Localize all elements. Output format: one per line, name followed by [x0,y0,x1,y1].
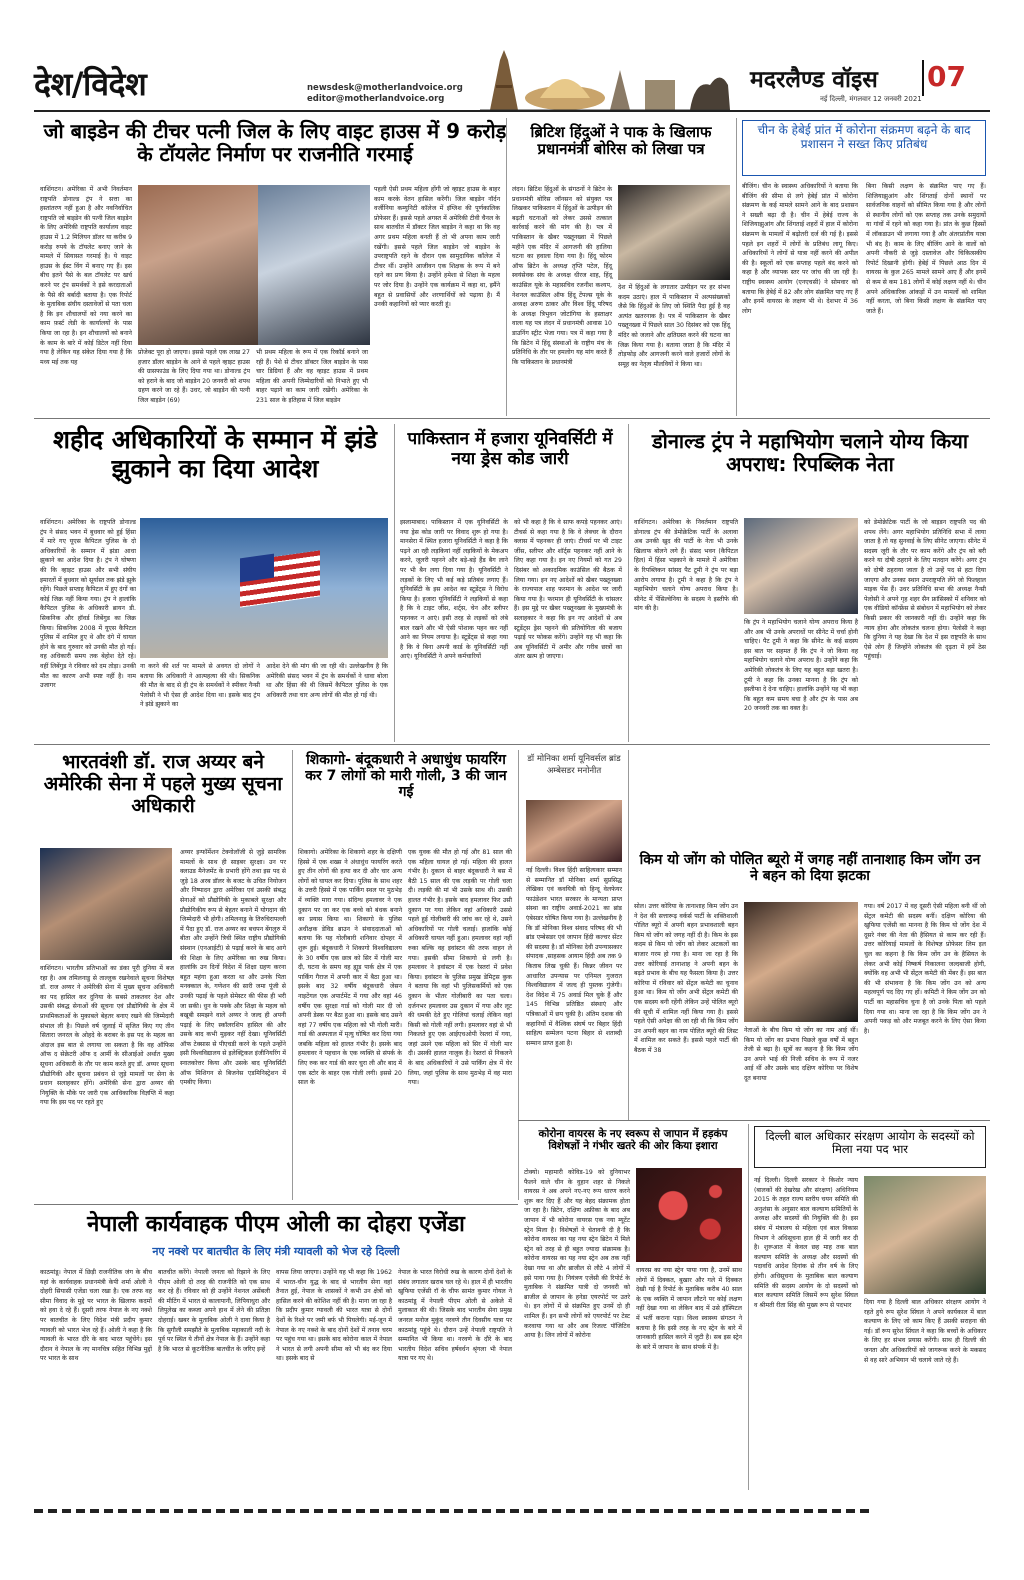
dash-segment [188,1509,197,1513]
dash-segment [48,1509,57,1513]
coronavirus-image [636,1168,742,1262]
dash-segment [216,1509,225,1513]
flag-half-mast-photo [140,518,388,658]
dash-segment [650,1509,659,1513]
dash-segment [34,1509,43,1513]
dash-segment [524,1509,533,1513]
dash-segment [692,1509,701,1513]
china-col2: बिना किसी लक्षण के संक्रमित पाए गए हैं। शिजियाझुआंग और शिंगताई दोनों स्थानों पर सार्वजनिक वाहनों को सीमित किया गया है और लोगों से स्थानीय लोगों को एक सप्ताह तक उनके समुदायों या गांवों में रहने को कहा गया है। प्रांत के कुछ हिस्सों में लॉकडाउन भी लगाया गया है और अंतरप्रांतीय यात्रा भी बंद है। काम के लिए बीजिंग आने के वालों को अपनी नौकरी से जुड़े दस्तावेज और चिकित्सकीय रिपोर्ट दिखानी होगी। हेबेई में पिछले आठ दिन में वायरस के कुल 265 मामले सामने आए हैं और इनमें से कम से कम 181 लोगों में कोई लक्षण नहीं थे। चीन अपने अधिकारिक आंकड़ों में उन मामलों को शामिल नहीं करता, जो बिना किसी लक्षण के संक्रमित पाए जाते हैं। [866,183,986,315]
chicago-col1: शिकागो। अमेरिका के शिकागो शहर के दक्षिणी हिस्से में एक शख्स ने अंधाधुंध फायरिंग करते हुए तीन लोगों की हत्या कर दी और चार अन्य लोगों को घायल कर दिया। पुलिस के साथ शहर के उत्तरी हिस्से में एक पार्किंग स्थल पर मुठभेड़ में व्यक्ति मारा गया। संदिग्ध हमलावर ने एक दुकान पर जा कर एक बच्चे को बंधक बनाने का प्रयास किया था। शिकागो के पुलिस अधीक्षक डेविड ब्राउन ने संवाददाताओं को बताया कि यह गोलीबारी शनिवार दोपहर में शुरू हुई। बंदूकधारी ने शिकागो विश्वविद्यालय के 30 वर्षीय एक छात्र को सिर में गोली मार दी, घटना के समय वह ह्यूड पार्क क्षेत्र में एक पार्किंग गैराज में अपनी कार में बैठा हुआ था। इसके बाद 32 वर्षीय बंदूकधारी जेसन नाइटेंगल एक अपार्टमेंट में गया और वहां 46 वर्षीय एक सुरक्षा गार्ड को गोली मार दी जो अपनी डेस्क पर बैठा हुआ था। इसके बाद उसने वहां 77 वर्षीय एक महिला को भी गोली मारी। गार्ड की अस्पताल में मृत्यु घोषित कर दिया गया जबकि महिला को हालत गंभीर है। इसके बाद हमलावर ने पहचान के एक व्यक्ति से संपर्क के लिए रुक कर गार्ड की कार चुरा ली और बाद में एक स्टोर के बाहर एक गोली लगी। इससे 20 साल के [298,849,402,1087]
trump-col2: कि ट्रंप ने महाभियोग चलाने योग्य अपराध किया है और अब भी उनके अपराधों पर सीनेट में चर्चा होनी चाहिए। पैट टूमी ने कहा कि सीनेट के कई सदस्य इस बात पर सहमत हैं कि ट्रंप ने जो किया वह महाभियोग चलाने योग्य अपराध है। उन्होंने कहा कि अमेरिकी लोकतंत्र के लिए यह बहुत बड़ा खतरा है। टूमी ने कहा कि उनका मानना है कि ट्रंप को इस्तीफा दे देना चाहिए। हालांकि उन्होंने यह भी कहा कि बहुत कम समय बचा है और ट्रंप के पास अब 20 जनवरी तक का वक्त है। [744,619,858,713]
boris-col2: देश में हिंदुओं के लगातार उत्पीड़न पर हर संभव कदम उठाएं। हाल में पाकिस्तान में अल्पसंख्यकों जैसे कि हिंदुओं के लिए जो स्थिति पैदा हुई है वह अत्यंत खतरनाक है। पत्र में पाकिस्तान के खैबर पख्तूनख्वा में पिछले साल 30 दिसंबर को एक हिंदू मंदिर को जलाने और क्षतिग्रस्त करने की घटना का जिक्र किया गया है। बताया जाता है कि मंदिर में तोड़फोड़ और आगजनी करने वाले हजारों लोगों के समूह का नेतृत्व मौलवियों ने किया था। [618,284,730,368]
dash-segment [132,1509,141,1513]
col-divider [736,118,737,416]
flags-col1: वाशिंगटन। अमेरिका के राष्ट्रपति डोनाल्ड ट्रंप ने संसद भवन में बुधवार को हुई हिंसा में मारे गए यूएस कैपिटल पुलिस के दो अधिकारियों के सम्मान में झंडा आधा झुकाने का आदेश दिया है। ट्रंप ने घोषणा की कि व्हाइट हाउस और सभी संघीय इमारतों में बुधवार को सूर्यास्त तक झंडे झुके रहेंगे। पिछले सप्ताह कैपिटल में हुए दंगों का कोई जिक्र नहीं किया गया। ट्रंप ने हालांकि कैपिटल पुलिस के अधिकारी ब्रायन डी. सिकनिक और हॉवर्ड लिबेंगुड का जिक्र किया। सिकनिक 2008 में यूएस कैपिटल पुलिस में शामिल हुए थे और दंगे में घायल होने के बाद गुरुवार को उनकी मौत हो गई। वह अधिकारी समय तक बेहोश देते रहे। वहीं लिबेंगुड ने रविवार को दम तोड़ा। उनकी मौत का कारण अभी स्पष्ट नहीं है। नाम उजागर [40,519,136,690]
flags-headline: शहीद अधिकारियों के सम्मान में झंडे झुकाने का दिया आदेश [53,425,377,483]
paper-name: मदरलैण्ड वॉइस [750,67,878,93]
dash-segment [244,1509,253,1513]
dash-segment [510,1509,519,1513]
row-rule [518,1120,990,1121]
chicago-col2: एक युवक की मौत हो गई और 81 साल की एक महिला घायल हो गई। महिला की हालत गंभीर है। दुकान से बाहर बंदूकधारी ने बस में बैठी 15 साल की एक लड़की पर गोली चला दी। लड़की की मां भी उसके साथ थी। उसकी हालत गंभीर है। इसके बाद हमलावर फिर उसी दुकान पर गया लेकिन वहां अधिकारी उससे पहले हुई गोलीबारी की जांच कर रहे थे, उसने अधिकारियों पर गोली चलाई। हालांकि कोई अधिकारी घायल नहीं हुआ। हमलावर वहां नहीं रुका बल्कि वह इवांस्टन की तरफ वाहन ले गया। इसकी सीमा शिकागो से लगी है। हमलावर ने इवांस्टन में एक रेस्तरां में प्रवेश किया। इवांस्टन के पुलिस प्रमुख डेमिट्रस कुक ने बताया कि वहां भी पुलिसकर्मियों को एक दुकान के भीतर गोलीबारी का पता चला। दर्जनभर हमलावर उस दुकान में गया और लूट की धमकी देते हुए गोलियां चलाई लेकिन वहां किसी को गोली नहीं लगी। हमलावर वहां से भी निकलते हुए एक आईएचओपी रेस्तरां में गया, जहां उसने एक महिला को सिर में गोली मार दी। उसकी हालत नाजुक है। रेस्तरां से निकलने के बाद अधिकारियों ने उसे पार्किंग क्षेत्र में घेर लिया, जहां पुलिस के साथ मुठभेड़ में वह मारा गया। [408,849,512,1087]
nepal-col4: नेपाल के भारत विरोधी रुख के कारण दोनों देशों के संबंध लगातार खराब चल रहे थे। हाल में ही भारतीय खुफिया एजेंसी रॉ के चीफ सामंत कुमार गोयल ने काठमांडू में नेपाली पीएम ओली से अकेले में मुलाकात की थी। जिसके बाद भारतीय सेना प्रमुख जनरल मनोज मुकुंद नरवणे तीन दिवसीय यात्रा पर काठमांडू पहुंचे थे। दौरान उन्हें नेपाली राष्ट्रपति ने सम्मानित भी किया था। नरवणे के दौरे के बाद भारतीय विदेश सचिव हर्षवर्धन श्रृंगला भी नेपाल यात्रा पर गए थे। [398,1269,513,1363]
china-headline: चीन के हेबेई प्रांत में कोरोना संक्रमण बढ़ने के बाद प्रशासन ने सख्त किए प्रतिबंध [757,123,971,151]
row-rule [34,744,990,745]
dash-segment [594,1509,603,1513]
hazara-headline: पाकिस्तान में हजारा यूनिवर्सिटी में नया ड्रेस कोड जारी [407,429,613,469]
flags-col3: आदेश देने की मांग की जा रही थी। उल्लेखनीय है कि अमेरिकी संसद भवन में ट्रंप के समर्थकों ने धावा बोला था और हिंसा की थी जिसमें कैपिटल पुलिस के एक अधिकारी तथा चार अन्य लोगों की मौत हो गई थी। [266,663,388,699]
monika-col1: नई दिल्ली। विश्व हिंदी साहित्यकार सम्मान से सम्मानित डॉ मोनिका शर्मा सुप्रसिद्ध लेखिका एवं कवयित्री को हिन्दू वेलफेयर फाउंडेशन भारत सरकार के मान्यता प्राप्त संस्था का राष्ट्रीय अवार्ड-2021 का ब्रांड एंबेसडर घोषित किया गया है। उल्लेखनीय है कि डॉ मोनिका विश्व संवाद परिषद की भी ब्रांड एम्बेसडर एवं जापान हिंदी कल्चर सेंटर की सदस्या है। डॉ मोनिका देवी उपन्यासकार संपादक ,साहसक आयाम हिंदी अब तक 9 किताब लिख चुकी हैं। किन्नर जीवन पर आधारित उपन्यास पर एनिमल गुजरात विश्वविद्यालय में जल्द ही पुस्तक गुंजेगी। देश विदेश में 75 अवार्ड मिल चुके हैं और 145 विभिन्न प्रतिष्ठित संस्थाएं और पत्रिकाओं में छप चुकी है। अंतिम दशक की कहानियों में वैश्विक संघर्ष पर बिहार हिंदी साहित्य सम्मेलन पटना बिहार से शताब्दी सम्मान प्राप्त हुआ है। [526,867,622,1047]
chicago-headline: शिकागो- बंदूकधारी ने अधाधुंध फायरिंग कर 7 लोगों को मारी गोली, 3 की जान गई [305,752,507,801]
iyer-col2: अय्यर इन्फॉर्मेशन टेक्नोलॉजी से जुड़े सामरिक मामलों के साथ ही साइबर सुरक्षा। उन पर क्लाउड मैनेजमेंट के प्रभारी होंगे तथा इस पद से जुड़े 18 अरब डॉलर के बजट के उचित नियोजन और निष्पादन द्वारा अमेरिका एवं उसकी संबद्ध सेनाओं को प्रौद्योगिकी के मुकाबले सुरक्षा और प्रौद्योगिकीय रूप से बेहतर बनाने में योगदान की जिम्मेदारी भी होगी। तमिलनाडु के तिरुचिरापल्ली में पैदा हुए डॉ. राज अय्यर का बचपन बेंगलुरु में बीता और उन्होंने त्रिची स्थित राष्ट्रीय प्रौद्योगिकी संस्थान (एनआईटी) से पढ़ाई करने के बाद आगे की शिक्षा के लिए अमेरिका का रुख किया। हालांकि उन दिनों विदेश में शिक्षा ग्रहण करना बहुत महंगा हुआ करता था और उनके पिता मनक्काल के, गणेशन की सारी जमा पूंजी से उनकी पढ़ाई के पहले सेमेस्टर की फीस ही भरी जा सकी। धुन के पक्के और शिक्षा के महत्व को बखूबी समझने वाले अय्यर ने जल्द ही अपनी पढ़ाई के लिए स्कॉलरशिप हासिल की और उसके बाद कभी मुड़कर नहीं देखा। यूनिवर्सिटी ऑफ टेक्सास से पीएचडी करने के पहले उन्होंने इसी विश्वविद्यालय से इलेक्ट्रिकल इंजीनियरिंग में स्नातकोत्तर किया और उसके बाद यूनिवर्सिटी ऑफ मिशिगन से बिजनेस एडमिनिस्ट्रेशन में एमबीए किया। [180,849,286,1087]
roop-suresh-singhal-photo [864,1176,986,1294]
col-divider [394,424,395,742]
dash-segment [818,1509,827,1513]
iyer-col1: वाशिंगटन। भारतीय प्रतिभाओं का डंका पूरी दुनिया में बज रहा है। अब तमिलनाडु से ताल्लुक रखनेवाले सूचना विशेषज्ञ डॉ. राज अय्यर ने अमेरिकी सेना में मुख्य सूचना अधिकारी का पद हासिल कर दुनिया के सबसे ताकतवर देश और उसकी संबद्ध सेनाओं की सूचना एवं प्रौद्योगिकी के क्षेत्र में प्राथमिकताओं के मुकाबले बेहतर बनाए रखने की जिम्मेदारी संभाल ली है। पिछले वर्ष जुलाई में सृजित किए गए तीन सितारा जनरल के ओहदे के बराबर के इस पद के महत्व का अंदाज इस बात से लगाया जा सकता है कि वह ऑफिस ऑफ द सेक्रेटरी ऑफ द आर्मी के सीआईओ अर्थात मुख्य सूचना अधिकारी के तौर पर काम करते हुए डॉ. अय्यर सूचना प्रौद्योगिकी और सूचना प्रबंधन से जुड़े मामलों पर सेना के प्रधान सलाहकार होंगे। अमेरिकी सेना द्वारा अय्यर की नियुक्ति के मौके पर जारी एक आधिकारिक विज्ञप्ति में कहा गया कि इस पद पर रहते हुए [40,965,174,1107]
dash-segment [272,1509,281,1513]
dash-segment [62,1509,71,1513]
dash-segment [608,1509,617,1513]
hazara-col2: को भी कहा है कि वे साफ कपड़े पहनकर आएं। टीचर्स से कहा गया है कि वे लेक्चर के दौरान क्लास में पहनकर ही जाएं। टीचर्स पर भी टाइट जींस, स्लीपर और शॉर्ट्स पहनकर नहीं आने के लिए कहा गया है। इन नए नियमों को गत 29 दिसंबर को अकादमिक काउंसिल की बैठक में लिया गया। इन नए आदेशों को खैबर पख्तूनख्वा के राज्यपाल शाह फरमान के आदेश पर जारी किया गया है। फरमान ही यूनिवर्सिटी के चांसलर हैं। इस मुद्दे पर खैबर पख्तूनख्वा के मुख्यमंत्री के सलाहकार ने कहा कि इन नए आदेशों से अब स्टूडेंट्स ड्रेस पहनने की प्रतियोगिता की बजाय पढ़ाई पर फोकस करेंगे। उन्होंने यह भी कहा कि अब यूनिवर्सिटी में अमीर और गरीब छात्रों का अंतर खत्म हो जाएगा। [514,519,622,661]
hazara-col1: इस्लामाबाद। पाकिस्तान में एक यूनिवर्सिटी के नया ड्रेस कोड जारी पर विवाद शुरू हो गया है। मानसेरा में स्थित हजारा यूनिवर्सिटी ने कहा है कि पढ़ने आ रही लड़कियां नहीं लड़कियों के मेकअप करने, जूलरी पहनने और बड़े-बड़े हैंड बैग लाने पर भी बैन लगा दिया गया है। यूनिवर्सिटी ने लड़कों के लिए भी कई कड़े प्रतिबंध लगाए हैं। यूनिवर्सिटी के इस आदेश का स्टूडेंट्स ने विरोध किया है। हजारा यूनिवर्सिटी ने लड़कियों से कहा है कि वे टाइट जींस, शर्ट्स, चेन और स्लीपर पहनकर न आएं। इसी तरह से लड़कों को लंबे बाल रखने और भी ऐसी पोशाक पहन कर नहीं आने का नियम लगाया है। स्टूडेंट्स से कहा गया है कि वे बिना अपनी कार्ड के यूनिवर्सिटी नहीं आएं। यूनिवर्सिटी ने अपने कर्मचारियों [400,519,508,661]
delhi-col1: नई दिल्ली। दिल्ली सरकार ने किशोर न्याय (बालकों की देखरेख और संरक्षण) अधिनियम 2015 के तहत राज्य स्तरीय चयन समिति की अनुशंसा के अनुसार बाल कल्याण समितियों के अध्यक्ष और सदस्यों की नियुक्ति की है। इस संबंध में मंत्रालय से महिला एवं बाल विकास विभाग ने अधिसूचना हाल ही में जारी कर दी है। शुरूआत में केवल छह माह तक बाल कल्याण समिति के अध्यक्ष और सदस्यों की पदावधि आदेश दिनांक से तीन वर्ष के लिए होगी। अधिसूचना के मुताबिक बाल कल्याण समिति की सदस्य आयोग के दो सदस्यों को बाल कल्याण समिति जिसमें रूप सुरेश सिंघल व श्रीमती रीता सिंह की मुख्य रूप से पदभार [754,1177,858,1309]
dash-segment [580,1509,589,1513]
dash-segment [118,1509,127,1513]
dash-segment [146,1509,155,1513]
editor-email[interactable]: editor@motherlandvoice.org [307,94,445,104]
dash-segment [328,1509,337,1513]
joe-biden-photo [258,185,370,345]
dash-segment [678,1509,687,1513]
dash-segment [300,1509,309,1513]
kim-col2: नेताओं के बीच किम यो जोंग का नाम आई थीं। किम यो जोंग का प्रभाव पिछले कुछ वर्षों में बहुत तेजी से बढ़ा है। सूत्रों का कहना है कि किम जोंग उन अपने भाई की निजी सचिव के रूप में नजर आई थीं और उसके बाद दक्षिण कोरिया पर विशेष दूत बनाया [744,1027,858,1082]
dash-segment [664,1509,673,1513]
boris-col1: लंदन। ब्रिटिश हिंदुओं के संगठनों ने ब्रिटेन के प्रधानमंत्री बोरिस जॉनसन को संयुक्त पत्र लिखकर पाकिस्तान में हिंदुओं के उत्पीड़न की बढ़ती घटनाओं को लेकर उससे तत्काल कार्रवाई करने की मांग की है। पत्र में पाकिस्तान के खैबर पख्तूनख्वा में पिछले महीने एक मंदिर में आगजनी की हालिया घटना का हवाला दिया गया है। हिंदू फोरम ऑफ ब्रिटेन के अध्यक्ष तृप्ति पटेल, हिंदू स्वयंसेवक संघ के अध्यक्ष धीरज शाह, हिंदू काउंसिल यूके के महासचिव रजनीश कश्यप, नेशनल काउंसिल ऑफ हिंदू टेंपल्स यूके के अध्यक्ष अरुण ठाकर और विश्व हिंदू परिषद के अध्यक्ष त्रिभुवन जोटांगिया के हस्ताक्षर वाला यह पत्र लंदन में प्रधानमंत्री आवास 10 डाउनिंग स्ट्रीट भेजा गया। पत्र में कहा गया है कि ब्रिटेन में हिंदू संस्थाओं के राष्ट्रीय मंच के प्रतिनिधि के तौर पर हमलोग यह मांग करते हैं कि पाकिस्तान के प्रधानमंत्री [512,186,612,366]
dash-segment [566,1509,575,1513]
jill-biden-photo [138,185,258,345]
newsdesk-email[interactable]: newsdesk@motherlandvoice.org [307,83,463,93]
col-divider [518,750,519,1200]
china-col1: बीजिंग। चीन के स्वास्थ्य अधिकारियों ने बताया कि बीजिंग की सीमा से लगे हेबेई प्रांत में कोरोना संक्रमण के कई मामले सामने आने के बाद प्रशासन ने सख्ती बढ़ा दी है। चीन में हेबेई राज्य के शिजियाझुआंग और शिंगताई शहरों में हाल में कोरोना संक्रमण के मामलों में बढ़ोतरी दर्ज की गई है। इससे पहले इन शहरों में लोगों के प्रतिबंध लागू किए। अधिकारियों ने लोगों से यात्रा नहीं करने की अपील की है। स्कूलों को एक सप्ताह पहले बंद करने को कहा है और व्यापक स्तर पर जांच की जा रही है। राष्ट्रीय स्वास्थ्य आयोग (एनएचसी) ने सोमवार को बताया कि हेबेई में 82 और लोग संक्रमित पाए गए हैं और इनमें वायरस के लक्षण भी थे। देशभर में 36 लोग [742,183,858,315]
dash-segment [202,1509,211,1513]
row-rule [34,1204,518,1205]
col-divider [506,118,507,416]
dash-segment [104,1509,113,1513]
monika-headline: डॉ मोनिका शर्मा यूनिवर्सल ब्रांड अम्बेसडर मनोनीत [527,754,621,776]
kim-headline: किम यो जोंग को पोलित ब्यूरो में जगह नहीं तानाशाह किम जोंग उन ने बहन को दिया झटका [639,852,981,885]
masthead-rule [34,110,990,112]
biden-col1: वाशिंगटन। अमेरिका में अभी निवर्तमान राष्ट्रपति डोनाल्ड ट्रंप ने सत्ता का हस्तांतरण नहीं हुआ है और नवनिर्वाचित राष्ट्रपति जो बाइडेन की पत्नी जिल बाइडेन के लिए अमेरिकी राष्ट्रपति कार्यालय वाइट हाउस में 1.2 मिलियन डॉलर या करीब 9 करोड़ रुपये के टॉयलेट बनाए जाने के मामले में सियासत गरमाई है। ये वाइट हाउस के ईस्ट विंग में बनाए गए हैं। इस बीच इतने पैसे के बल टॉयलेट पर खर्च करने पर ट्रंप समर्थकों ने इसे करदाताओं के पैसे की बर्बादी बताया है। एक रिपोर्ट के मुताबिक संघीय दस्तावेजों से पता चला है कि इन शौचालयों को नया करने का काम फ़र्स्ट लेडी के कार्यालयों के पास किया जा रहा है। इन शौचालयों को बनाने के काम के बारे में कोई डिटेल नहीं दिया गया है लेकिन यह संकेत दिया गया है कि मध्य मई तक यह [40,186,132,366]
dash-segment [734,1509,743,1513]
dash-segment [398,1509,407,1513]
monika-sharma-photo [526,800,622,862]
nepal-subhead: नए नक्शे पर बातचीत के लिए मंत्री ग्यावली को भेज रहे दिल्ली [152,1245,400,1258]
iyer-headline: भारतवंशी डॉ. राज अय्यर बने अमेरिकी सेना में पहले मुख्य सूचना अधिकारी [43,751,283,817]
dash-segment [860,1509,869,1513]
dash-segment [622,1509,631,1513]
dash-segment [538,1509,547,1513]
dash-segment [412,1509,421,1513]
dateline: नई दिल्ली, मंगलवार 12 जनवरी 2021 [820,95,922,103]
dash-segment [426,1509,435,1513]
dash-segment [706,1509,715,1513]
dash-segment [286,1509,295,1513]
dash-segment [454,1509,463,1513]
kim-jong-un-photo [744,902,858,1022]
nepal-col2: बातचीत करेंगे। नेपाली जनता को रिझाने के लिए पीएम ओली दो तरह की राजनीति को एक साथ कर रहे हैं। रविवार को ही उन्होंने नेशनल असेंबली की मीटिंग में भारत से कालापानी, लिपियाधुरा और लिपुलेख का कब्जा अपने हाथ में लेने की प्रतिज्ञा दोहराई। खबर के मुताबिक ओली ने दावा किया है कि सुगौली समझौते के मुताबिक महाकाली नदी के पूर्व पर स्थित ये तीनों क्षेत्र नेपाल के हैं। उन्होंने कहा है कि भारत से कूटनीतिक बातचीत के जरिए इन्हें [158,1269,270,1353]
biden-col3: भी प्रथम महिला के रूप में एक रिकॉर्ड बनाने जा रही हैं। पेशे से टीचर डॉक्टर जिल बाइडेन के पास चार डिग्रियां हैं और वह व्हाइट हाउस में प्रथम महिला की अपनी जिम्मेदारियों को निभाते हुए भी बाहर पढ़ाने का काम जारी रखेंगी। अमेरिका के 231 साल के इतिहास में जिल बाइडेन [256,349,368,404]
corona-col1: टोक्यो। महामारी कोविड-19 को दुनियाभर फैलने वाले चीन के वुहान शहर से निकले वायरस ने अब अपने नए-नए रूप धारण करने शुरू कर दिए हैं और यह बेहद संक्रामक होता जा रहा है। ब्रिटेन, दक्षिण अफ्रीका के बाद अब जापान में भी कोरोना वायरस एक नया म्यूटेंट स्ट्रेन मिला है। विशेषज्ञों ने चेतावनी दी है कि कोरोना वायरस का यह नया स्ट्रेन ब्रिटेन में मिले स्ट्रेन को तरह से ही बहुत ज्यादा संक्रामक है। कोरोना वायरस का यह नया स्ट्रेन अब तक नहीं देखा गया था और ब्राजील से लौटे 4 लोगों में इसे पाया गया है। नियंत्रण एजेंसी की रिपोर्ट के मुताबिक ने संक्रमित यात्री दो जनवरी को ब्राजील से जापान के हनेडा एयरपोर्ट पर उतरे थे। इन लोगों में से संक्रमित हुए उनमें दो ही शामिल हैं। इन सभी लोगों को एयरपोर्ट पर टेस्ट करवाया गया था और अब रिजल्ट पॉजिटिव आया है। जिन लोगों में कोरोना [524,1169,630,1340]
dash-segment [384,1509,393,1513]
dash-segment [748,1509,757,1513]
trump-col1: वाशिंगटन। अमेरिका के निवर्तमान राष्ट्रपति डोनाल्ड ट्रंप की डेमोक्रेटिक पार्टी के अलावा अब उनकी खुद की पार्टी के नेता भी उनके खिलाफ बोलने लगे हैं। संसद भवन (कैपिटल हिल) में हिंसा भड़काने के मामले में अमेरिका के रिपब्लिकन सांसद पैट टूमी ने ट्रंप पर बड़ा आरोप लगाया है। टूमी ने कहा है कि ट्रंप ने महाभियोग चलाने योग्य अपराध किया है। सीनेट में पेंसिल्वेनिया के सदस्य ने इस्तीफे की मांग की है। [634,519,738,613]
kim-col3: गया। वर्ष 2017 में वह दूसरी ऐसी महिला बनी थीं जो सेंट्रल कमेटी की सदस्य बनीं। दक्षिण कोरिया की खुफिया एजेंसी का मानना है कि किम यो जोंग देश में दूसरे नंबर की नेता की हैसियत से काम कर रही हैं। उत्तर कोरियाई मामलों के विशेषज्ञ प्रोफेसर लिम इल चुल का कहना है कि किम जोंग उन के हैसियत के लेकर अभी कोई निष्कर्ष निकालना जल्दबाजी होगी, क्योंकि वह अभी भी सेंट्रल कमेटी की मेंबर हैं। इस बात की भी संभावना है कि किम जोंग उन को अन्य महत्वपूर्ण पद दिए गए हों। कमिटी ने किम जोंग उन को पार्टी का महासचिव चुना है जो उनके पिता को पहले दिया गया था। माना जा रहा है कि किम जोंग उन ने अपनी पकड़ को और मजबूत करने के लिए ऐसा किया है। [864,903,986,1035]
delhi-headline: दिल्ली बाल अधिकार संरक्षण आयोग के सदस्यों को मिला नया पद भार [765,1129,975,1157]
dash-segment [314,1509,323,1513]
landmarks-illustration [470,40,740,112]
col-divider [748,1124,749,1490]
raj-iyer-photo [40,848,172,960]
boris-headline: ब्रिटिश हिंदुओं ने पाक के खिलाफ प्रधानमंत्री बोरिस को लिखा पत्र [530,123,712,159]
dash-segment [90,1509,99,1513]
dash-segment [174,1509,183,1513]
dash-segment [776,1509,785,1513]
pat-toomey-photo [744,518,858,614]
dash-segment [342,1509,351,1513]
col-divider [628,750,629,1120]
dash-segment [76,1509,85,1513]
page-number-divider [922,60,924,96]
dash-segment [468,1509,477,1513]
nepal-col3: वापस लिया जाएगा। उन्होंने यह भी कहा कि 1962 में भारत-चीन युद्ध के बाद से भारतीय सेना वहां तैनात हुई, नेपाल के शासकों ने कभी उन क्षेत्रों को हासिल करने की कोशिश नहीं की है। माना जा रहा है कि प्रदीप कुमार ग्यावली की भारत यात्रा से दोनों देशों के रिश्ते पर जमी बर्फ भी पिघलेगी। मई-जून में नेपाल के नए नक्शे के बाद दोनों देशों में तनाव चरम पर पहुंच गया था। इसके बाद कोरोना काल में नेपाल ने भारत से लगी अपनी सीमा को भी बंद कर दिया था। इसके बाद से [276,1269,392,1363]
flag-canton [240,554,274,583]
col-divider [292,750,293,1200]
dash-segment [720,1509,729,1513]
nepal-col1: काठमांडू। नेपाल में छिड़ी राजनीतिक जंग के बीच यहां के कार्यवाहक प्रधानमंत्री केपी शर्मा ओली ने दोहरी सियासी एजेंडा चला रखा है। एक तरफ वह सीमा विवाद के मुद्दे पर भारत के खिलाफ कदमों को हवा दे रहे हैं। दूसरी तरफ नेपाल के नए नक्शे पर बातचीत के लिए विदेश मंत्री प्रदीप कुमार ग्यावली को भारत भेज रहे हैं। ओली ने कहा है कि ग्यावली के भारत दौरे के बाद भारत पहुंचेंगे। इस दौरान वे नेपाल के नए मानचित्र सहित विभिन्न मुद्दों पर भारत के साथ [40,1269,152,1363]
delhi-col2: दिया गया है दिल्ली बाल अधिकार संरक्षण आयोग ने रहते हुये रूप सुरेश सिंघल ने अपने कार्यकाल में बाल कल्याण के लिए जो काम किए हैं उसकी सराहना की गई। डॉ रूप सुरेश सिंघल ने कहा कि बच्चों के अधिकार के लिए हर संभव प्रयास करेंगी। साथ ही दिल्ली की जनता और अधिकारियों को जागरूक करने के मकसद से वह सारे अभियान भी चलाये जाते रहे हैं। [864,1299,986,1364]
dash-segment [832,1509,841,1513]
dash-segment [496,1509,505,1513]
page-number: 07 [927,60,966,93]
corona-headline: कोरोना वायरस के नए स्वरूप से जापान में हड़कंप विशेषज्ञों ने गंभीर खतरे की ओर किया इशारा [538,1128,728,1153]
dash-segment [846,1509,855,1513]
flags-col2: ना करने की शर्त पर मामले से अवगत दो लोगों ने बताया कि अधिकारी ने आत्महत्या की थी। सिकनिक की मौत के बाद से ही ट्रंप के समर्थकों ने स्पीकर नैन्सी पेलोसी ने भी ऐसा ही आदेश दिया था। इसके बाद ट्रंप ने झंडे झुकाने का [140,663,260,709]
boris-johnson-photo [618,185,730,280]
dash-segment [356,1509,365,1513]
kim-col1: सोल। उत्तर कोरिया के तानाशाह किम जोंग उन ने देश की सत्तारूढ़ वर्कर्स पार्टी के शक्तिशाली पोलित ब्यूरो में अपनी बहन प्रभावशाली बहन किम यो जोंग को जगह नहीं दी है। किम के इस कदम से किम यो जोंग को लेकर अटकलों का बाजार गरम हो गया है। माना जा रहा है कि उत्तर कोरियाई तानाशाह ने अपनी बहन के बढ़ते प्रभाव के बीच यह फैसला किया है। उत्तर कोरिया में रविवार को सेंट्रल कमेटी का चुनाव हुआ था। किम यो जोंग अभी सेंट्रल कमेटी की एक सदस्य बनी रहेंगी लेकिन उन्हें पोलित ब्यूरो की सूची में शामिल नहीं किया गया है। इससे पहले ऐसी अपेक्षा की जा रही थी कि किम जोंग उन अपनी बहन का नाम पोलित ब्यूरो की लिस्ट में शामिल कर सकते हैं। इससे पहले पार्टी की बैठक में 38 [634,903,738,1054]
biden-headline: जो बाइडेन की टीचर पत्नी जिल के लिए वाइट हाउस में 9 करोड़ के टॉयलेट निर्माण पर राजनीति गरमाई [43,119,507,166]
dash-segment [440,1509,449,1513]
dash-segment [762,1509,771,1513]
trump-col3: को डेमोक्रेटिक पार्टी के जो बाइडन राष्ट्रपति पद की शपथ लेंगे। अगर महाभियोग प्रतिनिधि सभा में लाया जाता है तो यह सुनवाई के लिए सीनेट जाएगा। सीनेट में सदस्य जूरी के तौर पर काम करेंगे और ट्रंप को बरी करने या दोषी ठहराने के लिए मतदान करेंगे। अगर ट्रंप को दोषी ठहराया जाता है तो उन्हें पद से हटा दिया जाएगा और उनका स्थान उपराष्ट्रपति लेंगे जो फिलहाल माइक पेंस हैं। उधर प्रतिनिधि सभा की अध्यक्ष नैन्सी पेलोसी ने अपने गृह शहर सैन फ्रांसिस्को में शनिवार को एक वीडियो कॉन्फ्रेंस से संबोधन में महाभियोग को लेकर किसी प्रकार की जानकारी नहीं दी। उन्होंने कहा कि न्याय होना और लोकतंत्र चलना होगा। पेलोसी ने कहा कि दुनिया ने यह देखा कि देश में इस राष्ट्रपति के साथ ऐसे लोग हैं जिन्होंने लोकतंत्र की दृढ़ता में हमें ठेस पहुंचाई। [864,519,986,661]
dash-segment [552,1509,561,1513]
dash-segment [804,1509,813,1513]
dash-segment [370,1509,379,1513]
bottom-dash-bar [34,1498,990,1504]
biden-col4: पहली ऐसी प्रथम महिला होंगी जो व्हाइट हाउस के बाहर काम करके वेतन हासिल करेंगी। जिल बाइडेन नॉर्दन वर्जीनिया कम्युनिटी कॉलेज में इंग्लिश की पूर्णकालिक प्रोफेसर हैं। इससे पहले अगस्त में अमेरिकी टीवी चैनल के साथ बातचीत में डॉक्टर जिल बाइडेन ने कहा था कि वह अगर प्रथम महिला बनती हैं तो भी अपना काम जारी रखेंगी। इससे पहले जिल बाइडेन जो बाइडेन के उपराष्ट्रपति रहने के दौरान एक सामुदायिक कॉलेज में टीचर थीं। उन्होंने आजीवन एक शिक्षक के रूप में बने रहने का प्रण किया है। उन्होंने हमेशा से शिक्षा के महत्व पर जोर दिया है। उन्होंने एक कार्यक्रम में कहा था, ह्रमैंने बहुत से प्रवासियों और शरणार्थियों को पढ़ाया है। मैं उनकी कहानियों को प्यार करती हूं। [374,186,500,309]
dash-segment [230,1509,239,1513]
col-divider [628,424,629,742]
row-rule [34,418,990,419]
dash-segment [636,1509,645,1513]
nepal-headline: नेपाली कार्यवाहक पीएम ओली का दोहरा एजेंडा [87,1212,465,1237]
dash-segment [790,1509,799,1513]
dash-segment [160,1509,169,1513]
corona-col2: वायरस का नया स्ट्रेन पाया गया है, उनमें साथ लोगों में दिक्कत, बुखार और गले में दिक्कत देखी गई है रिपोर्ट के मुताबिक करीब 40 साल के एक व्यक्ति में जापान लौटने पर कोई लक्षण नहीं देखा गया था लेकिन बाद में उसे हॉस्पिटल में भर्ती कराना पड़ा। विश्व स्वास्थ्य संगठन ने बताया है कि इसी तरह के नए स्ट्रेन के बारे में जानकारी हासिल करने में जुटी है। सब इस स्ट्रेन के बारे में जापान के साथ संपर्क में है। [636,1267,742,1351]
trump-headline: डोनाल्ड ट्रंप ने महाभियोग चलाने योग्य किया अपराध: रिपब्लिक नेता [651,429,969,476]
biden-col2: प्रोजेक्ट पूरा हो जाएगा। इससे पहले एक लाख 27 हजार डॉलर बाइडेन के आने से पहले व्हाइट हाउस की ग्रासफाउंड के लिए दिया गया था। डोनाल्ड ट्रंप को हराने के बाद जो बाइडेन 20 जनवरी को शपथ ग्रहण करने जा रहे हैं। उधर, जो बाइडेन की पत्नी जिल बाइडेन (69) [138,349,250,404]
dash-segment [258,1509,267,1513]
dash-segment [482,1509,491,1513]
section-title: देश/विदेश [34,65,147,103]
